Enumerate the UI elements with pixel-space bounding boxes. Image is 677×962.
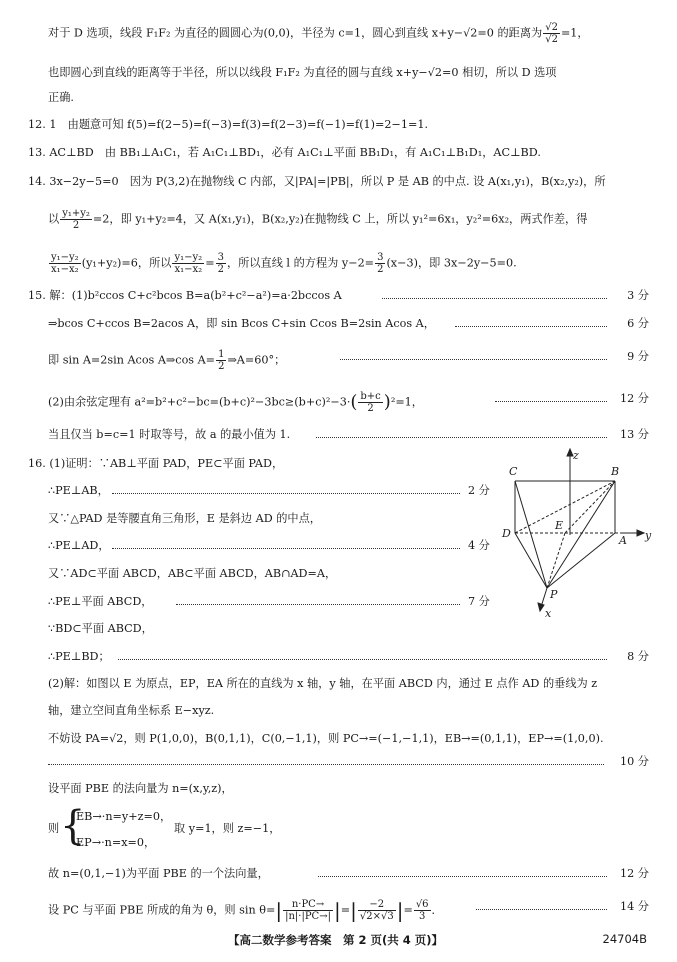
equation-system [48,804,448,852]
answer-15-text-3: 即 sin A=2sin Acos A⇒cos A= [48,353,216,367]
edge-BP [547,481,615,588]
line-2-text: 也即圆心到直线的距离等于半径，所以以线段 F₁F₂ 为直径的圆与直线 x+y−√2=0 相切，所以 D 选项 [48,66,557,79]
answer-16-text-11: 不妨设 PA=√2，则 P(1,0,0)，B(0,1,1)，C(0,−1,1)，则 PC→=(−1,−1,1)，EB→=(0,1,1)，EP→=(1,0,0). [48,732,604,745]
system-prefix: 则 [48,822,60,835]
score-mark: 13 分 [620,428,649,441]
fraction [283,899,333,922]
label-B: B [611,465,620,478]
line-1-text: 对于 D 选项，线段 F₁F₂ 为直径的圆圆心为(0,0)，半径为 c=1，圆心到直线 x+y−√2=0 的距离为 [48,26,543,40]
fraction [49,252,81,275]
system-row-1: EB→·n=y+z=0， [76,810,172,823]
score-mark: 7 分 [468,595,490,608]
answer-16-text-5: 又∵AD⊂平面 ABCD，AB⊂平面 ABCD，AB∩AD=A， [48,567,337,580]
line-1-tail: =1， [560,26,589,40]
dot-leader [476,899,607,910]
dot-leader [316,427,607,438]
dot-leader [118,649,607,660]
numerator: y₁−y₂ [51,252,79,263]
fraction [216,349,226,372]
answer-16-text-4: ∴PE⊥AD， [48,539,110,552]
abs-bar: | [333,898,341,923]
y-arrow-icon [637,530,644,536]
denominator: √2×√3 [359,911,394,922]
score-mark: 6 分 [627,317,649,330]
denominator: 2 [377,264,384,275]
fraction [358,899,396,922]
label-y: y [645,529,652,542]
denominator: 2 [217,264,224,275]
fraction [172,252,204,275]
numerator: √2 [545,22,558,33]
numerator: y₁+y₂ [62,208,90,219]
paren-right: ) [383,391,391,413]
edge-EB [565,481,615,533]
answer-15-text-4-tail: ²=1， [390,395,423,409]
edge-EP [547,533,565,588]
dot-leader [48,754,604,765]
answer-15-text-5: 当且仅当 b=c=1 时取等号，故 a 的最小值为 1. [48,428,291,441]
score-mark: 3 分 [627,289,649,302]
answer-16-text-16: 设 PC 与平面 PBE 所成的角为 θ，则 sin θ= [48,903,276,917]
edge-AP [547,533,615,588]
system-row-2: EP→·n=x=0， [76,836,156,849]
line-8-part-b: = [205,256,215,270]
line-3-text: 正确. [48,91,74,104]
fraction [60,208,92,231]
denominator: 2 [367,403,374,414]
x-arrow-icon [538,603,544,611]
line-8-part-a: (y₁+y₂)=6，所以 [81,256,172,270]
answer-16-text-3: 又∵△PAD 是等腰直角三角形，E 是斜边 AD 的中点， [48,512,321,525]
answer-16-text-8: ∴PE⊥BD； [48,650,110,663]
edge-DB [515,481,615,533]
denominator: 2 [218,361,225,372]
denominator: 2 [72,220,80,231]
line-7-text: 以 [48,212,60,226]
dot-leader [340,349,607,360]
answer-12-text: 12. 1 由题意可知 f(5)=f(2−5)=f(−3)=f(3)=f(2−3)=f(−1)=f(1)=2−1=1. [28,118,429,131]
answer-15-text-2: ⇒bcos C+ccos B=2acos A，即 sin Bcos C+sin Ccos B=2sin Acos A， [48,317,435,330]
numerator: 1 [218,349,225,360]
footer-code: 24704B [602,932,647,946]
answer-16-text-1: 16. (1)证明：∵AB⊥平面 PAD，PE⊂平面 PAD， [28,457,284,470]
abs-bar: | [396,898,404,923]
denominator: x₁−x₂ [174,264,203,275]
line-8-part-c: ，所以直线 l 的方程为 y−2= [226,256,375,270]
fraction [216,252,226,275]
brace-icon: { [60,803,86,849]
line-7-tail: =2，即 y₁+y₂=4，又 A(x₁,y₁)，B(x₂,y₂)在抛物线 C 上，所以 y₁²=6x₁，y₂²=6x₂，两式作差，得 [92,212,588,226]
dot-leader [382,288,607,299]
numerator: 3 [377,252,384,263]
equals-sign: = [340,903,351,917]
answer-13-text: 13. AC⊥BD 由 BB₁⊥A₁C₁，若 A₁C₁⊥BD₁，必有 A₁C₁⊥平面 BB₁D₁，有 A₁C₁⊥B₁D₁，AC⊥BD. [28,146,541,159]
score-mark: 12 分 [620,392,649,405]
label-z: z [573,449,579,462]
numerator: b+c [360,391,381,402]
geometry-figure [495,445,665,620]
dot-leader [112,538,460,549]
numerator: −2 [358,899,396,911]
answer-16-text-15: 故 n=(0,1,−1)为平面 PBE 的一个法向量， [48,867,269,880]
fraction [358,391,382,414]
abs-bar: | [275,898,283,923]
denominator: |n|·|PC→| [285,911,331,922]
edge-CP [515,481,547,588]
label-E: E [555,519,564,532]
answer-16-text-13: 设平面 PBE 的法向量为 n=(x,y,z)， [48,782,233,795]
score-mark: 10 分 [620,755,649,768]
dot-leader [495,391,607,402]
denominator: x₁−x₂ [51,264,79,275]
numerator: √6 [415,899,429,910]
label-C: C [509,465,518,478]
period: ． [431,903,443,917]
answer-15-text-3-tail: ⇒A=60°； [227,353,286,367]
label-D: D [502,527,511,540]
fraction [543,22,560,45]
score-mark: 4 分 [468,539,490,552]
numerator: 3 [217,252,224,263]
paren-left: ( [350,391,358,413]
answer-16-text-7: ∵BD⊂平面 ABCD， [48,622,153,635]
answer-16-text-6: ∴PE⊥平面 ABCD， [48,595,153,608]
answer-15-text-4: (2)由余弦定理有 a²=b²+c²−bc=(b+c)²−3bc≥(b+c)²−3· [48,395,351,409]
answer-14-text: 14. 3x−2y−5=0 因为 P(3,2)在抛物线 C 内部，又|PA|=|PB|，所以 P 是 AB 的中点. 设 A(x₁,y₁)，B(x₂,y₂)，所 [28,175,606,188]
answer-16-text-2: ∴PE⊥AB， [48,484,109,497]
footer-title: 【高二数学参考答案 第 2 页(共 4 页)】 [228,933,444,947]
score-mark: 12 分 [620,867,649,880]
fraction [414,899,431,922]
score-mark: 14 分 [620,900,649,913]
denominator: 3 [418,911,426,922]
denominator: √2 [545,34,558,45]
edge-DP [515,533,547,588]
dot-leader [176,594,460,605]
answer-16-text-9: (2)解：如图以 E 为原点，EP，EA 所在的直线为 x 轴，y 轴，在平面 ABCD 内，通过 E 点作 AD 的垂线为 z [48,677,598,690]
label-A: A [619,534,627,547]
answer-15-text-1: 15. 解：(1)b²ccos C+c²bcos B=a(b²+c²−a²)=a·2bccos A [28,289,342,302]
numerator: n·PC→ [283,899,333,911]
dot-leader [455,316,607,327]
system-tail: 取 y=1，则 z=−1， [174,822,281,835]
label-x: x [545,607,552,620]
abs-bar: | [350,898,357,923]
equals-sign: = [403,903,413,917]
numerator: y₁−y₂ [174,252,203,263]
line-8-part-d: (x−3)，即 3x−2y−5=0. [386,256,517,270]
score-mark: 9 分 [627,350,649,363]
fraction [375,252,385,275]
score-mark: 8 分 [627,650,649,663]
label-P: P [550,588,558,601]
dot-leader [112,483,460,494]
dot-leader [318,866,607,877]
score-mark: 2 分 [468,484,490,497]
answer-16-text-10: 轴，建立空间直角坐标系 E−xyz. [48,704,215,717]
